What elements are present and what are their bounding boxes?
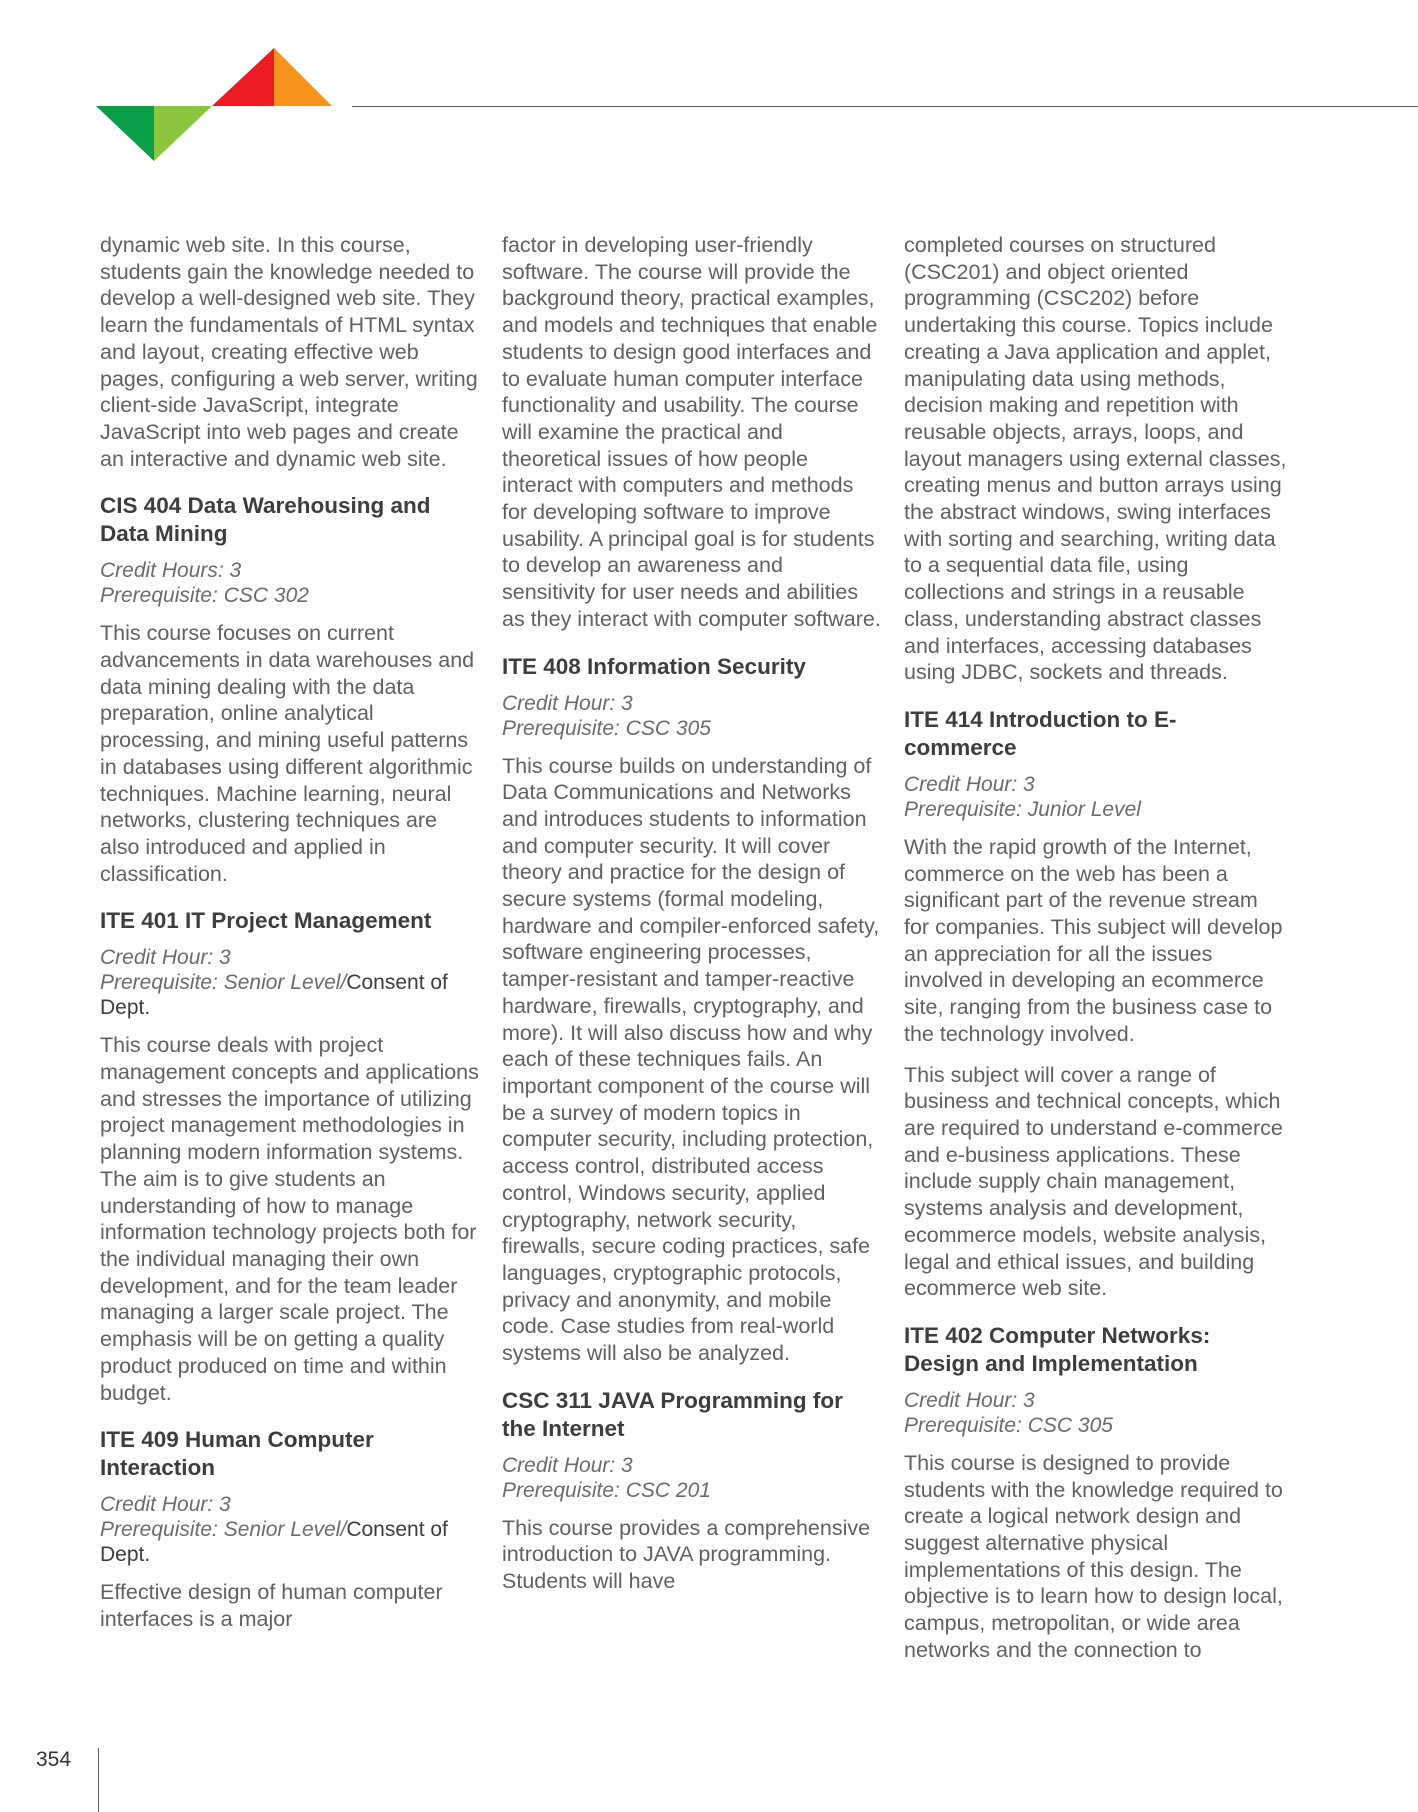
course-ite-409 [100,1426,480,1632]
column-1 [100,232,480,1647]
column-2 [502,232,882,1609]
credit-hours: Credit Hour: 3 [904,1388,1035,1412]
course-title: ITE 401 IT Project Management [100,908,432,934]
prerequisite: Prerequisite: Senior Level/ [100,1518,347,1542]
logo-red-triangle [212,48,274,106]
course-description: This course focuses on current advancements in data warehouses and data mining dealing with the data preparation, online analytical processing, and mining useful patterns in databases using different algorithmic techniques. Machine learning, neural networks, clustering techniques are also introduced and applied in classification. [100,621,475,886]
course-ite-414 [904,706,1288,1302]
prerequisite: Prerequisite: Senior Level/ [100,971,347,995]
course-title: ITE 402 Computer Networks: Design and Implementation [904,1322,1211,1376]
prerequisite: Prerequisite: CSC 201 [502,1478,711,1502]
course-meta [502,691,882,741]
course-meta [904,1388,1288,1438]
credit-hours: Credit Hour: 3 [502,691,633,715]
course-csc-311 [502,1387,882,1595]
course-description: This course provides a comprehensive introduction to JAVA programming. Students will have [502,1515,871,1594]
course-title: CSC 311 JAVA Programming for the Internet [502,1387,843,1441]
prerequisite: Prerequisite: CSC 305 [904,1413,1113,1437]
credit-hours: Credit Hour: 3 [100,946,231,970]
logo-lime-triangle [154,106,212,161]
brand-logo [96,48,336,163]
course-description: This course builds on understanding of Data Communications and Networks and introduces students to information and computer security. It will cover theory and practice for the design of secure systems (formal modeling, hardware and compiler-enforced safety, software engineering processes, tamper-resistant and tamper-reactive hardware, firewalls, cryptography, and more). It will also discuss how and why each of these techniques fails. An important component of the course will be a survey of modern topics in computer security, including protection, access control, distributed access control, Windows security, applied cryptography, network security, firewalls, secure coding practices, safe languages, cryptographic protocols, privacy and anonymity, and mobile code. Case studies from real-world systems will also be analyzed. [502,753,880,1366]
logo-orange-triangle [274,48,332,106]
course-ite-408 [502,653,882,1367]
course-description: This course is designed to provide students with the knowledge required to create a logical network design and suggest alternative physical implementations of this design. The objective is to learn how to design local, campus, metropolitan, or wide area networks and the connection to [904,1450,1283,1662]
continued-description: completed courses on structured (CSC201) and object oriented programming (CSC202) before undertaking this course. Topics include creating a Java application and applet, manipulating data using methods, decision making and repetition with reusable objects, arrays, loops, and layout managers using external classes, creating menus and button arrays using the abstract windows, swing interfaces with sorting and searching, writing data to a sequential data file, using collections and strings in a reusable class, understanding abstract classes and interfaces, accessing databases using JDBC, sockets and threads. [904,233,1287,685]
course-meta [100,945,480,1020]
page-number: 354 [36,1748,72,1771]
logo-green-triangle [96,106,154,161]
credit-hours: Credit Hour: 3 [904,772,1035,796]
course-title: ITE 409 Human Computer Interaction [100,1427,374,1481]
course-cis-404 [100,492,480,887]
credit-hours: Credit Hour: 3 [100,1493,231,1517]
footer-rule [98,1748,99,1812]
course-meta [100,1492,480,1567]
column-3 [904,232,1288,1678]
prerequisite-line [100,970,480,1020]
course-description: Effective design of human computer interfaces is a major [100,1580,443,1631]
course-meta [100,558,480,608]
prerequisite: Prerequisite: CSC 305 [502,716,711,740]
prerequisite-extra: Consent of Dept. [100,1518,448,1567]
course-ite-401 [100,907,480,1406]
prerequisite-extra: Consent of Dept. [100,971,448,1020]
header-rule [352,106,1418,107]
course-description: This course deals with project management concepts and applications and stresses the importance of utilizing project management methodologies in planning modern information systems. The aim is to give students an understanding of how to manage information technology projects both for the individual managing their own development, and for the team leader managing a larger scale project. The emphasis will be on getting a quality product produced on time and within budget. [100,1033,479,1405]
prerequisite: Prerequisite: CSC 302 [100,584,309,608]
course-meta [904,772,1288,822]
credit-hours: Credit Hour: 3 [502,1453,633,1477]
course-ite-402 [904,1322,1288,1664]
credit-hours: Credit Hours: 3 [100,559,242,583]
continued-description: dynamic web site. In this course, students gain the knowledge needed to develop a well-designed web site. They learn the fundamentals of HTML syntax and layout, creating effective web pages, configuring a web server, writing client-side JavaScript, integrate JavaScript into web pages and create an interactive and dynamic web site. [100,233,478,471]
continued-description: factor in developing user-friendly software. The course will provide the background theory, practical examples, and models and techniques that enable students to design good interfaces and to evaluate human computer interface functionality and usability. The course will examine the practical and theoretical issues of how people interact with computers and methods for developing software to improve usability. A principal goal is for students to develop an awareness and sensitivity for user needs and abilities as they interact with computer software. [502,233,881,631]
course-meta [502,1453,882,1503]
prerequisite: Prerequisite: Junior Level [904,797,1141,821]
course-title: ITE 408 Information Security [502,653,806,679]
prerequisite-line [100,1517,480,1567]
course-description-continued: This subject will cover a range of business and technical concepts, which are required to understand e-commerce and e-business applications. These include supply chain management, systems analysis and development, ecommerce models, website analysis, legal and ethical issues, and building ecommerce web site. [904,1062,1283,1301]
course-title: CIS 404 Data Warehousing and Data Mining [100,493,431,547]
course-title: ITE 414 Introduction to E-commerce [904,706,1177,760]
course-description: With the rapid growth of the Internet, commerce on the web has been a significant part of the revenue stream for companies. This subject will develop an appreciation for all the issues involved in developing an ecommerce site, ranging from the business case to the technology involved. [904,834,1283,1046]
